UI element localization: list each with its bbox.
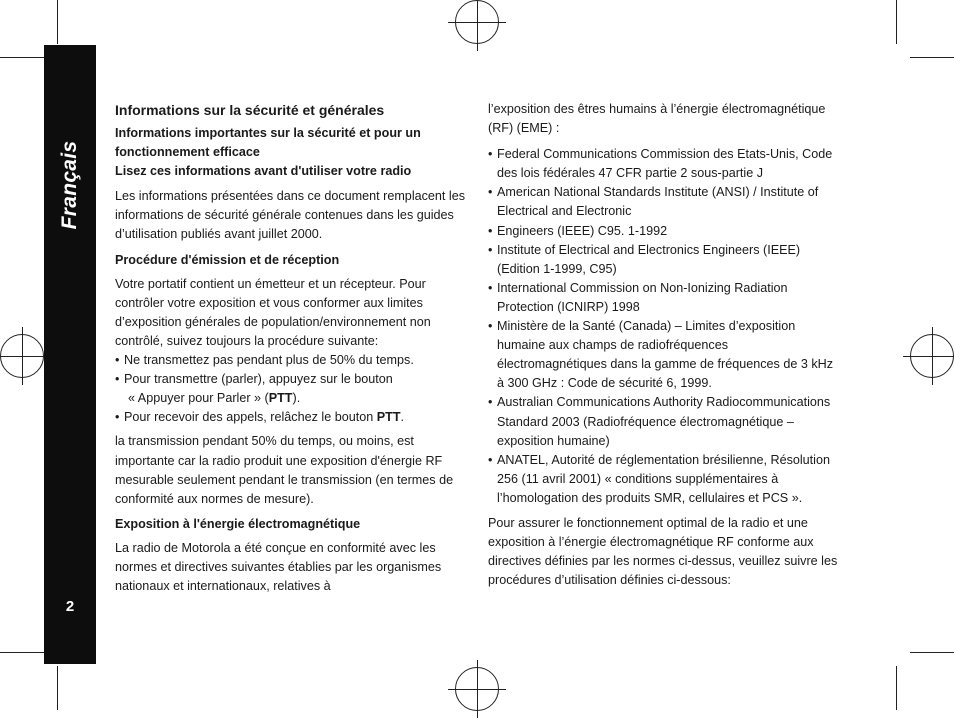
right-column (488, 100, 840, 595)
transmission-paragraph: la transmission pendant 50% du temps, ou moins, est importante car la radio produit une exposition d'énergie RF mesurable seulement pendant le transmission (en termes de conformité aux normes de mesure). (115, 434, 454, 506)
list-item: • Pour recevoir des appels, relâchez le bouton PTT. (115, 408, 467, 427)
crop-mark-bottom-right-v (896, 666, 897, 710)
section-title: Informations sur la sécurité et générales (115, 102, 385, 118)
intro-paragraph: Les informations présentées dans ce document remplacent les informations de sécurité générale contenues dans les guides d’utilisation publiés avant juillet 2000. (115, 189, 466, 242)
list-item: • Ne transmettez pas pendant plus de 50% du temps. (115, 351, 467, 370)
exposure-intro: l’exposition des êtres humains à l’énergie électromagnétique (RF) (EME) : (488, 102, 826, 136)
left-column (115, 100, 467, 601)
section-subtitle: Informations importantes sur la sécurité et pour un fonctionnement efficace (115, 126, 421, 160)
crop-mark-bottom-right-h (910, 652, 954, 653)
list-item: • Ministère de la Santé (Canada) – Limites d’exposition humaine aux champs de radiofréquences électromagnétiques dans la gamme de fréquences de 3 kHz à 300 GHz : Code de sécurité 6, 1999. (488, 317, 840, 393)
procedure-paragraph: Votre portatif contient un émetteur et un récepteur. Pour contrôler votre exposition et vous conformer aux limites d’exposition générales de population/environnement non contrôlé, suivez toujours la procédure suivante: (115, 276, 431, 348)
registration-mark-bottom (455, 667, 499, 711)
list-item: • Australian Communications Authority Radiocommunications Standard 2003 (Radiofréquence électromagnétique –exposition humaine) (488, 393, 840, 450)
crop-mark-top-left-v (57, 0, 58, 44)
procedure-bullet-list (115, 351, 467, 427)
language-label: Français (58, 140, 81, 230)
procedure-heading: Procédure d'émission et de réception (115, 252, 340, 267)
list-item: • Pour transmettre (parler), appuyez sur le bouton « Appuyer pour Parler » (PTT). (115, 370, 467, 408)
exposure-paragraph: La radio de Motorola a été conçue en conformité avec les normes et directives suivantes établies par les organismes nationaux et internationaux, relatives à (115, 540, 442, 594)
page-number: 2 (65, 598, 75, 615)
crop-mark-bottom-left-v (57, 666, 58, 710)
read-first-heading: Lisez ces informations avant d'utiliser votre radio (115, 164, 412, 179)
crop-mark-top-left-h (0, 57, 44, 58)
registration-mark-left (0, 334, 44, 378)
crop-mark-top-right-v (896, 0, 897, 44)
list-item: • Engineers (IEEE) C95. 1-1992 (488, 222, 840, 241)
closing-paragraph: Pour assurer le fonctionnement optimal de la radio et une exposition à l’énergie électromagnétique RF conforme aux directives définies par les normes ci-dessus, veuillez suivre les procédures d’utilisation définies ci-dessous: (488, 515, 838, 588)
list-item: • Institute of Electrical and Electronics Engineers (IEEE) (Edition 1-1999, C95) (488, 241, 840, 279)
standards-bullet-list (488, 145, 840, 508)
language-side-tab (44, 45, 96, 664)
registration-mark-top (455, 0, 499, 44)
crop-mark-top-right-h (910, 57, 954, 58)
list-item: • International Commission on Non-Ionizing Radiation Protection (ICNIRP) 1998 (488, 279, 840, 317)
exposure-heading: Exposition à l'énergie électromagnétique (115, 516, 361, 531)
list-item: • ANATEL, Autorité de réglementation brésilienne, Résolution 256 (11 avril 2001) « conditions supplémentaires à l’homologation des produits SMR, cellulaires et PCS ». (488, 451, 840, 508)
list-item: • Federal Communications Commission des Etats-Unis, Code des lois fédérales 47 CFR partie 2 sous-partie J (488, 145, 840, 183)
list-item: • American National Standards Institute (ANSI) / Institute of Electrical and Electronic (488, 183, 840, 221)
crop-mark-bottom-left-h (0, 652, 44, 653)
registration-mark-right (910, 334, 954, 378)
